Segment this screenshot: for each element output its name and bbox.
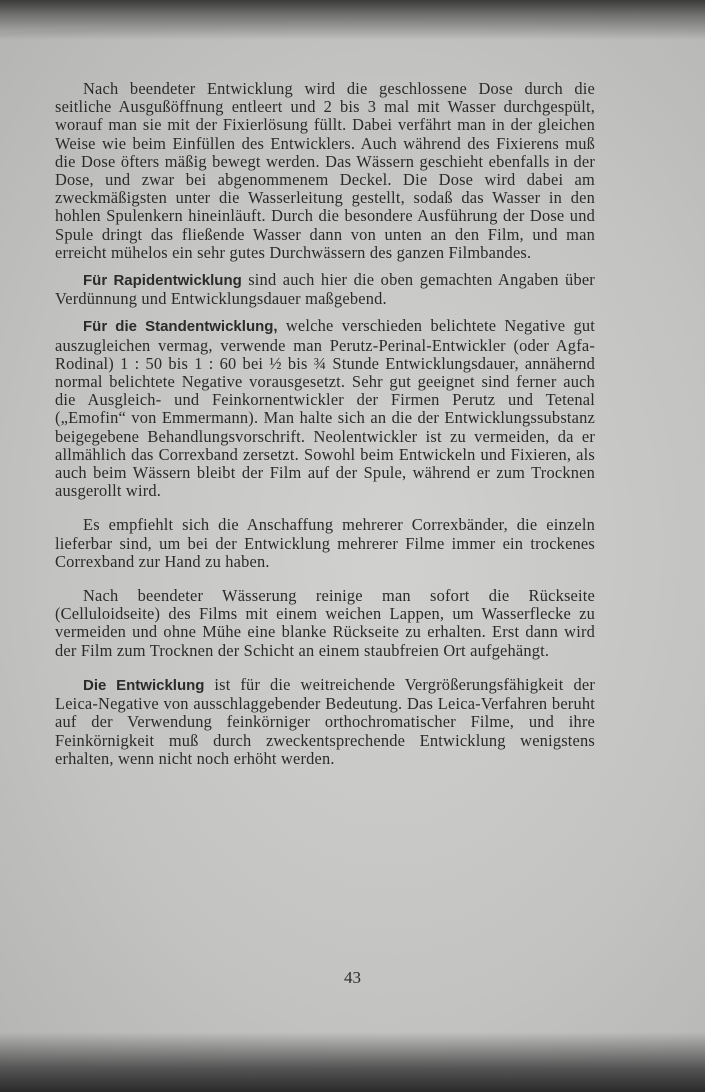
paragraph <box>55 587 595 660</box>
paragraph-lead: Die Entwicklung <box>83 676 205 694</box>
paragraph-text: ist für die weitreichende Vergrößerungsfähigkeit der Leica-Negative von ausschlaggebender Bedeutung. Das Leica-Verfahren beruht auf der Verwendung feinkörniger orthochromatischer Filme, und ihre Feinkörnigkeit muß durch zweckentsprechende Entwicklung wenigstens erhalten, wenn nicht noch erhöht werden. <box>55 674 595 768</box>
paragraph-lead: Für Rapidentwicklung <box>83 272 242 290</box>
paragraph <box>55 516 595 571</box>
paragraph <box>55 317 595 500</box>
paragraph-text: sind auch hier die oben gemachten Angaben über Verdünnung und Entwicklungsdauer maßgebend. <box>55 270 595 309</box>
paragraph-text: Es empfiehlt sich die Anschaffung mehrerer Correxbänder, die einzeln lieferbar sind, um bei der Entwicklung mehrerer Filme immer ein trockenes Correxband zur Hand zu haben. <box>55 515 595 571</box>
paragraph-text: Nach beendeter Wässerung reinige man sofort die Rückseite (Celluloidseite) des Films mit einem weichen Lappen, um Wasserflecke zu vermeiden und ohne Mühe eine blanke Rückseite zu erhalten. Erst dann wird der Film zum Trocknen der Schicht an einem staubfreien Ort aufgehängt. <box>55 586 595 660</box>
page-number: 43 <box>344 968 361 987</box>
top-edge-shadow <box>0 0 705 40</box>
body-text <box>55 80 595 768</box>
paragraph-text: welche verschieden belichtete Negative gut auszugleichen vermag, verwende man Perutz-Perinal-Entwickler (oder Agfa-Rodinal) 1 : 50 bis 1 : 60 bei ½ bis ¾ Stunde Entwicklungsdauer, annähernd normal belichtete Negative vorausgesetzt. Sehr gut geeignet sind ferner auch die Ausgleich- und Feinkornentwickler der Firmen Perutz und Tetenal („Emofin“ von Emmermann). Man halte sich an die der Entwicklungssubstanz beigegebene Behandlungsvorschrift. Neolentwickler ist zu vermeiden, da er allmählich das Correxband zersetzt. Sowohl beim Entwickeln und Fixieren, als auch beim Wässern bleibt der Film auf der Spule, während er zum Trocknen ausgerollt wird. <box>55 316 595 501</box>
bottom-edge-shadow <box>0 1032 705 1092</box>
paragraph <box>55 676 595 768</box>
paragraph-text: Nach beendeter Entwicklung wird die geschlossene Dose durch die seitliche Ausgußöffnung entleert und 2 bis 3 mal mit Wasser durchgespült, worauf man sie mit der Fixierlösung füllt. Dabei verfährt man in der gleichen Weise wie beim Einfüllen des Entwicklers. Auch während des Fixierens muß die Dose öfters mäßig bewegt werden. Das Wässern geschieht ebenfalls in der Dose, und zwar bei abgenommenem Deckel. Die Dose wird dabei am zweckmäßigsten unter die Wasserleitung gestellt, sodaß das Wasser in den hohlen Spulenkern hineinläuft. Durch die besondere Ausführung der Dose und Spule dringt das fließende Wasser dann von unten an den Film, und man erreicht mühelos ein sehr gutes Durchwässern des ganzen Filmbandes. <box>55 79 595 262</box>
paragraph <box>55 271 595 308</box>
paragraph-lead: Für die Standentwicklung, <box>83 318 278 336</box>
paragraph <box>55 80 595 262</box>
